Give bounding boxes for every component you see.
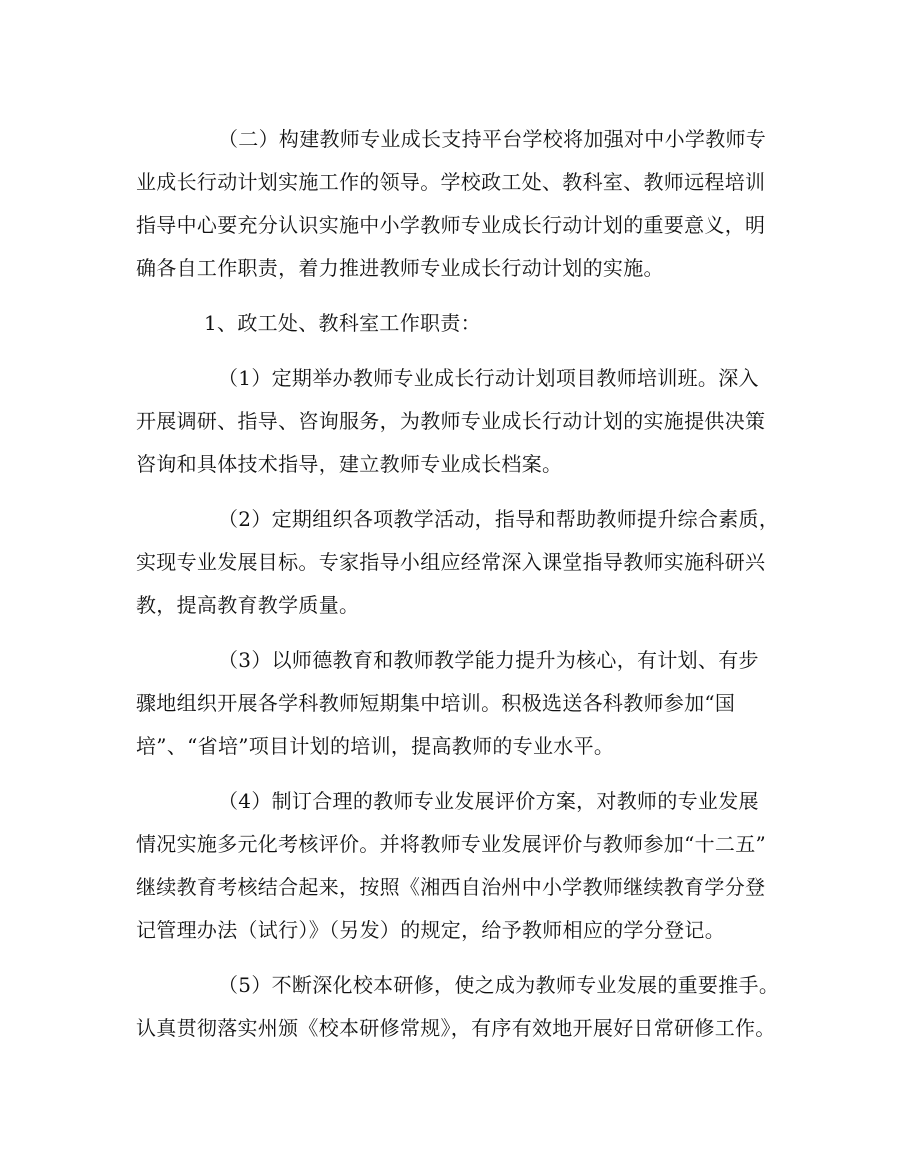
text-line: （4）制订合理的教师专业发展评价方案，对教师的专业发展 [218, 789, 759, 813]
paragraph-duty-4 [136, 780, 796, 952]
text-line: 记管理办法（试行）》（另发）的规定，给予教师相应的学分登记。 [136, 918, 725, 942]
text-line: 1、政工处、教科室工作职责： [204, 311, 481, 335]
text-line: 继续教育考核结合起来，按照《湘西自治州中小学教师继续教育学分登 [136, 875, 766, 899]
text-line: 实现专业发展目标。专家指导小组应经常深入课堂指导教师实施科研兴 [136, 550, 766, 574]
paragraph-duty-5 [136, 964, 796, 1050]
text-line: （3）以师德教育和教师教学能力提升为核心，有计划、有步 [218, 648, 759, 672]
paragraph-duty-3 [136, 639, 796, 768]
text-line: （2）定期组织各项教学活动，指导和帮助教师提升综合素质， [218, 507, 780, 531]
text-line: 认真贯彻落实州颁《校本研修常规》，有序有效地开展好日常研修工作。 [136, 1016, 776, 1040]
document-body [136, 118, 796, 1050]
paragraph-duties-heading [136, 302, 796, 345]
paragraph-duty-1 [136, 357, 796, 486]
text-line: 培”、“省培”项目计划的培训，提高教师的专业水平。 [136, 734, 615, 758]
text-line: 业成长行动计划实施工作的领导。学校政工处、教科室、教师远程培训 [136, 170, 766, 194]
text-line: 骤地组织开展各学科教师短期集中培训。积极选送各科教师参加“国 [136, 691, 736, 715]
text-line: 开展调研、指导、咨询服务，为教师专业成长行动计划的实施提供决策 [136, 409, 766, 433]
paragraph-gap [136, 290, 796, 302]
text-line: 确各自工作职责，着力推进教师专业成长行动计划的实施。 [136, 256, 664, 280]
paragraph-gap [136, 486, 796, 498]
text-line: 咨询和具体技术指导，建立教师专业成长档案。 [136, 452, 563, 476]
text-line: （二）构建教师专业成长支持平台学校将加强对中小学教师专 [218, 127, 767, 151]
text-line: 指导中心要充分认识实施中小学教师专业成长行动计划的重要意义，明 [136, 213, 766, 237]
text-line: 情况实施多元化考核评价。并将教师专业发展评价与教师参加“十二五” [136, 832, 767, 856]
paragraph-gap [136, 345, 796, 357]
paragraph-duty-2 [136, 498, 796, 627]
paragraph-gap [136, 952, 796, 964]
text-line: （1）定期举办教师专业成长行动计划项目教师培训班。深入 [218, 366, 759, 390]
text-line: （5）不断深化校本研修，使之成为教师专业发展的重要推手。 [218, 973, 780, 997]
text-line: 教，提高教育教学质量。 [136, 593, 360, 617]
paragraph-gap [136, 768, 796, 780]
paragraph-gap [136, 627, 796, 639]
paragraph-section-2-intro [136, 118, 796, 290]
